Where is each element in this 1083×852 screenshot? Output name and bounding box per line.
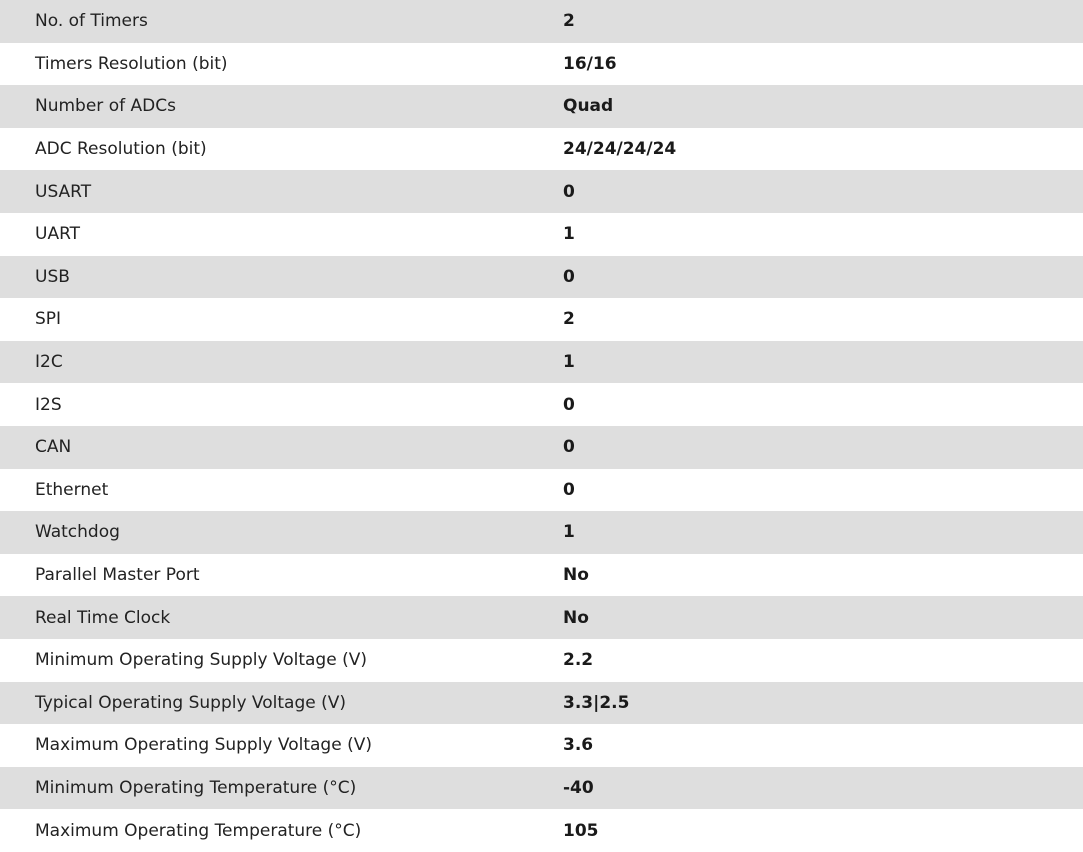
table-row xyxy=(0,767,1083,810)
table-row xyxy=(0,809,1083,852)
spec-label: USB xyxy=(35,266,70,287)
spec-value: 1 xyxy=(563,224,575,245)
table-row xyxy=(0,554,1083,597)
spec-value: No xyxy=(563,565,589,586)
spec-value: No xyxy=(563,607,589,628)
spec-value: 1 xyxy=(563,352,575,373)
spec-label: UART xyxy=(35,224,81,245)
spec-label: Number of ADCs xyxy=(35,96,176,117)
spec-value: 16/16 xyxy=(563,53,617,74)
spec-value: 24/24/24/24 xyxy=(563,139,677,160)
spec-label: Real Time Clock xyxy=(35,607,171,628)
spec-value: 2 xyxy=(563,11,575,32)
spec-label: Maximum Operating Supply Voltage (V) xyxy=(35,735,372,756)
spec-label: ADC Resolution (bit) xyxy=(35,139,207,160)
spec-value: -40 xyxy=(563,777,594,798)
spec-value: 2.2 xyxy=(563,650,594,671)
spec-label: SPI xyxy=(35,309,62,330)
table-row xyxy=(0,128,1083,171)
spec-label: CAN xyxy=(35,437,72,458)
spec-value: 0 xyxy=(563,181,575,202)
spec-label: Watchdog xyxy=(35,522,120,543)
spec-label: Minimum Operating Temperature (°C) xyxy=(35,777,357,798)
spec-value: 0 xyxy=(563,437,575,458)
table-row xyxy=(0,639,1083,682)
spec-label: Parallel Master Port xyxy=(35,565,200,586)
spec-value: 105 xyxy=(563,820,599,841)
table-row xyxy=(0,170,1083,213)
spec-value: 2 xyxy=(563,309,575,330)
spec-value: 0 xyxy=(563,479,575,500)
table-row xyxy=(0,596,1083,639)
spec-label: USART xyxy=(35,181,92,202)
spec-value: 1 xyxy=(563,522,575,543)
spec-value: 0 xyxy=(563,394,575,415)
spec-label: I2S xyxy=(35,394,62,415)
spec-label: No. of Timers xyxy=(35,11,148,32)
table-row xyxy=(0,341,1083,384)
table-row xyxy=(0,724,1083,767)
table-row xyxy=(0,383,1083,426)
table-row xyxy=(0,469,1083,512)
spec-label: Minimum Operating Supply Voltage (V) xyxy=(35,650,367,671)
table-row xyxy=(0,85,1083,128)
spec-label: I2C xyxy=(35,352,63,373)
table-row xyxy=(0,682,1083,725)
spec-label: Typical Operating Supply Voltage (V) xyxy=(35,692,346,713)
table-row xyxy=(0,0,1083,43)
table-row xyxy=(0,426,1083,469)
spec-label: Maximum Operating Temperature (°C) xyxy=(35,820,362,841)
table-row xyxy=(0,256,1083,299)
table-row xyxy=(0,298,1083,341)
table-row xyxy=(0,43,1083,86)
spec-label: Timers Resolution (bit) xyxy=(35,53,228,74)
spec-value: Quad xyxy=(563,96,614,117)
spec-value: 3.3|2.5 xyxy=(563,692,630,713)
spec-value: 3.6 xyxy=(563,735,594,756)
spec-label: Ethernet xyxy=(35,479,109,500)
table-row xyxy=(0,511,1083,554)
spec-value: 0 xyxy=(563,266,575,287)
table-row xyxy=(0,213,1083,256)
